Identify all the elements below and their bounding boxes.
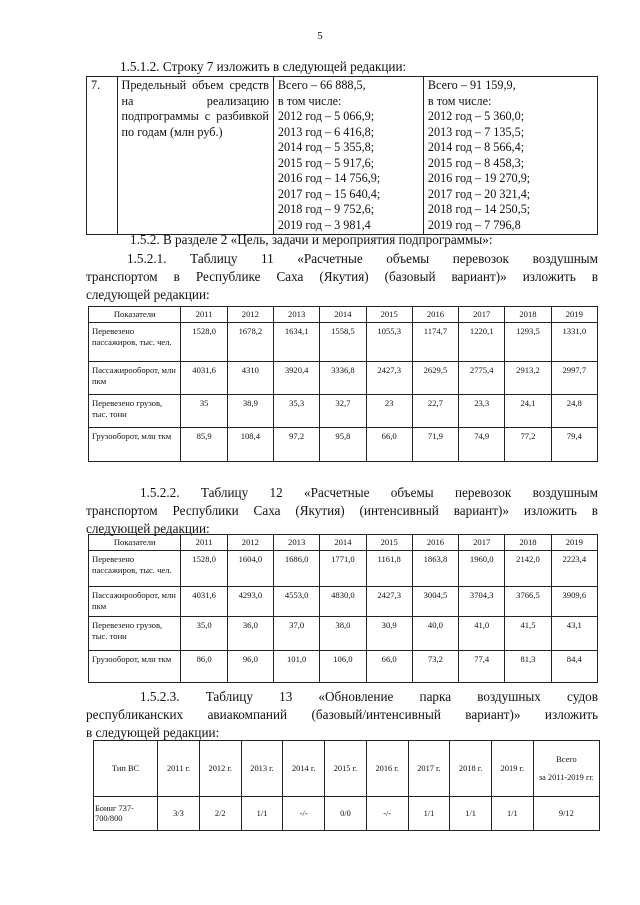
column-header: Показатели [89, 307, 181, 323]
table-cell: 4293,0 [227, 587, 273, 617]
table-cell: 35 [181, 395, 227, 428]
table-cell: 3/3 [158, 797, 200, 831]
table-cell: 71,9 [412, 428, 458, 462]
column-header: 2019 [551, 307, 597, 323]
table-cell: 95,8 [320, 428, 366, 462]
table-cell: 1/1 [408, 797, 450, 831]
table-row [89, 362, 598, 395]
row7-number: 7. [87, 77, 118, 235]
table-cell: 85,9 [181, 428, 227, 462]
table-cell: 1678,2 [227, 323, 273, 362]
row7-table [86, 76, 598, 235]
table-cell: 4310 [227, 362, 273, 395]
column-header: 2016 [412, 535, 458, 551]
table-header-row [94, 741, 600, 797]
table-cell: 1771,0 [320, 551, 366, 587]
table-cell: 108,4 [227, 428, 273, 462]
table-row [89, 395, 598, 428]
row-label: Пассажирооборот, млн пкм [89, 587, 181, 617]
table-cell: 4553,0 [274, 587, 320, 617]
section-1522-line2: транспортом Республики Саха (Якутия) (интенсивный вариант)» изложить в [86, 503, 598, 518]
table-cell: 41,0 [459, 617, 505, 651]
table-cell: 2142,0 [505, 551, 551, 587]
table-row [89, 651, 598, 683]
column-header: Показатели [89, 535, 181, 551]
table-cell: 3004,5 [412, 587, 458, 617]
row7-label: Предельный объем средств на реализацию подпрограммы с разбивкой по годам (млн руб.) [117, 77, 273, 235]
row-label: Перевезено грузов, тыс. тонн [89, 395, 181, 428]
table-cell: 3766,5 [505, 587, 551, 617]
row7-value-line: 2016 год – 14 756,9; [277, 171, 381, 185]
total-header-line: Всего [556, 754, 577, 764]
table-cell: 1634,1 [274, 323, 320, 362]
table-cell: 3920,4 [274, 362, 320, 395]
table-cell: 23,3 [459, 395, 505, 428]
column-header: 2015 [366, 307, 412, 323]
row-label: Грузооборот, млн ткм [89, 428, 181, 462]
section-1522-line1: 1.5.2.2. Таблицу 12 «Расчетные объемы перевозок воздушным [140, 485, 598, 500]
column-header: Тип ВС [94, 741, 158, 797]
row-label: Пассажирооборот, млн пкм [89, 362, 181, 395]
row7-value-line: 2014 год – 8 566,4; [427, 140, 525, 154]
row7-value-line: 2019 год – 7 796,8 [427, 217, 521, 232]
total-header-line: за 2011-2019 гг. [538, 772, 594, 782]
table-cell: -/- [283, 797, 325, 831]
table-cell: 1/1 [450, 797, 492, 831]
table-12 [88, 534, 598, 683]
table-row [89, 587, 598, 617]
total-column-header [533, 741, 599, 797]
table-cell: 24,8 [551, 395, 597, 428]
table-cell: 77,4 [459, 651, 505, 683]
row7-value-line: 2014 год – 5 355,8; [277, 140, 375, 154]
row-label: Перевезено грузов, тыс. тонн [89, 617, 181, 651]
table-cell: 2913,2 [505, 362, 551, 395]
column-header: 2018 г. [450, 741, 492, 797]
row7-intensive-values [423, 77, 597, 235]
table-13 [93, 740, 600, 831]
column-header: 2014 г. [283, 741, 325, 797]
row7-value-line: 2013 год – 6 416,8; [277, 124, 375, 139]
section-1522-line3: следующей редакции: [86, 521, 210, 536]
table-row [89, 617, 598, 651]
column-header: 2013 г. [241, 741, 283, 797]
table-11 [88, 306, 598, 462]
table-cell: 1161,8 [366, 551, 412, 587]
page-number: 5 [317, 30, 323, 42]
table-cell: 79,4 [551, 428, 597, 462]
column-header: 2016 г. [366, 741, 408, 797]
table-cell: 2223,4 [551, 551, 597, 587]
table-cell: 1/1 [492, 797, 534, 831]
row7-value-line: 2012 год – 5 066,9; [277, 109, 375, 123]
table-cell: 32,7 [320, 395, 366, 428]
section-1523-line1: 1.5.2.3. Таблицу 13 «Обновление парка воздушных судов [140, 689, 598, 704]
table-cell: 4830,0 [320, 587, 366, 617]
table-cell: 77,2 [505, 428, 551, 462]
table-cell: 3704,3 [459, 587, 505, 617]
section-1521-line1: 1.5.2.1. Таблицу 11 «Расчетные объемы перевозок воздушным [127, 251, 598, 266]
table-cell: 2/2 [199, 797, 241, 831]
table-cell: 96,0 [227, 651, 273, 683]
table-cell: 1293,5 [505, 323, 551, 362]
section-1521-line2: транспортом в Республике Саха (Якутия) (базовый вариант)» изложить в [86, 269, 598, 284]
table-row [89, 551, 598, 587]
table-cell: 41,5 [505, 617, 551, 651]
table-row [89, 428, 598, 462]
column-header: 2014 [320, 307, 366, 323]
table-cell: 0/0 [325, 797, 367, 831]
row7-value-line: 2017 год – 20 321,4; [427, 186, 531, 201]
table-cell: 3909,6 [551, 587, 597, 617]
table-cell: 1558,5 [320, 323, 366, 362]
table-cell: 1528,0 [181, 323, 227, 362]
table-cell: 81,3 [505, 651, 551, 683]
table-cell: 106,0 [320, 651, 366, 683]
table-cell: 101,0 [274, 651, 320, 683]
table-cell: 24,1 [505, 395, 551, 428]
table-header-row [89, 535, 598, 551]
column-header: 2017 [459, 307, 505, 323]
section-152-heading: 1.5.2. В разделе 2 «Цель, задачи и мероприятия подпрограммы»: [130, 232, 493, 247]
column-header: 2012 [227, 535, 273, 551]
row7-value-line: 2015 год – 8 458,3; [427, 155, 525, 170]
column-header: 2015 г. [325, 741, 367, 797]
section-1523-line3: в следующей редакции: [86, 725, 220, 740]
row7-base-values [273, 77, 423, 235]
row7-value-line: 2017 год – 15 640,4; [277, 186, 381, 201]
table-row [89, 323, 598, 362]
row7-value-line: 2015 год – 5 917,6; [277, 155, 375, 170]
table-row [94, 797, 600, 831]
table-cell: -/- [366, 797, 408, 831]
table-cell: 38,0 [320, 617, 366, 651]
column-header: 2019 [551, 535, 597, 551]
table-cell: 35,3 [274, 395, 320, 428]
row-label: Перевезено пассажиров, тыс. чел. [89, 551, 181, 587]
table-cell: 1331,0 [551, 323, 597, 362]
table-cell: 2629,5 [412, 362, 458, 395]
table-cell: 4031,6 [181, 587, 227, 617]
table-cell: 23 [366, 395, 412, 428]
table-header-row [89, 307, 598, 323]
table-cell: 43,1 [551, 617, 597, 651]
table-cell: 74,9 [459, 428, 505, 462]
row7-value-line: Всего – 66 888,5, [277, 78, 366, 92]
row7-value-line: в том числе: [277, 93, 342, 108]
column-header: 2017 г. [408, 741, 450, 797]
row7-value-line: в том числе: [427, 93, 492, 108]
row-label: Перевезено пассажиров, тыс. чел. [89, 323, 181, 362]
table-cell: 2997,7 [551, 362, 597, 395]
row7-value-line: 2016 год – 19 270,9; [427, 171, 531, 185]
table-cell: 38,9 [227, 395, 273, 428]
table-cell: 1055,3 [366, 323, 412, 362]
column-header: 2017 [459, 535, 505, 551]
column-header: 2011 г. [158, 741, 200, 797]
table-cell: 1960,0 [459, 551, 505, 587]
table-cell: 1220,1 [459, 323, 505, 362]
table-cell: 37,0 [274, 617, 320, 651]
table-cell: 9/12 [533, 797, 599, 831]
table-cell: 2775,4 [459, 362, 505, 395]
table-cell: 2427,3 [366, 587, 412, 617]
row7-value-line: 2013 год – 7 135,5; [427, 124, 525, 139]
table-cell: 36,0 [227, 617, 273, 651]
table-cell: 1604,0 [227, 551, 273, 587]
table-cell: 1528,0 [181, 551, 227, 587]
row7-value-line: 2012 год – 5 360,0; [427, 109, 525, 123]
column-header: 2019 г. [492, 741, 534, 797]
table-cell: 1/1 [241, 797, 283, 831]
column-header: 2012 [227, 307, 273, 323]
column-header: 2015 [366, 535, 412, 551]
section-1523-line2: республиканских авиакомпаний (базовый/интенсивный вариант)» изложить [86, 707, 598, 722]
column-header: 2011 [181, 307, 227, 323]
column-header: 2018 [505, 307, 551, 323]
table-cell: 73,2 [412, 651, 458, 683]
column-header: 2018 [505, 535, 551, 551]
table-cell: 97,2 [274, 428, 320, 462]
column-header: 2013 [274, 307, 320, 323]
column-header: 2016 [412, 307, 458, 323]
table-cell: 22,7 [412, 395, 458, 428]
column-header: 2014 [320, 535, 366, 551]
table-cell: 4031,6 [181, 362, 227, 395]
column-header: 2011 [181, 535, 227, 551]
header-spacer [535, 765, 598, 773]
table-cell: 1174,7 [412, 323, 458, 362]
table-cell: 66,0 [366, 428, 412, 462]
section-1521-line3: следующей редакции: [86, 287, 210, 302]
table-cell: 3336,8 [320, 362, 366, 395]
column-header: 2012 г. [199, 741, 241, 797]
table-row [87, 77, 598, 235]
table-cell: 30,9 [366, 617, 412, 651]
row7-value-line: 2019 год – 3 981,4 [277, 217, 371, 232]
table-cell: 2427,3 [366, 362, 412, 395]
row7-value-line: Всего – 91 159,9, [427, 78, 516, 92]
row7-value-line: 2018 год – 14 250,5; [427, 202, 531, 216]
row-label: Грузооборот, млн ткм [89, 651, 181, 683]
column-header: 2013 [274, 535, 320, 551]
row7-value-line: 2018 год – 9 752,6; [277, 202, 375, 216]
table-cell: 66,0 [366, 651, 412, 683]
table-cell: 1863,8 [412, 551, 458, 587]
table-cell: 1686,0 [274, 551, 320, 587]
table-cell: 84,4 [551, 651, 597, 683]
table-cell: 40,0 [412, 617, 458, 651]
section-1512-heading: 1.5.1.2. Строку 7 изложить в следующей редакции: [120, 59, 407, 74]
row-label: Боинг 737-700/800 [94, 797, 158, 831]
table-cell: 35,0 [181, 617, 227, 651]
table-cell: 86,0 [181, 651, 227, 683]
